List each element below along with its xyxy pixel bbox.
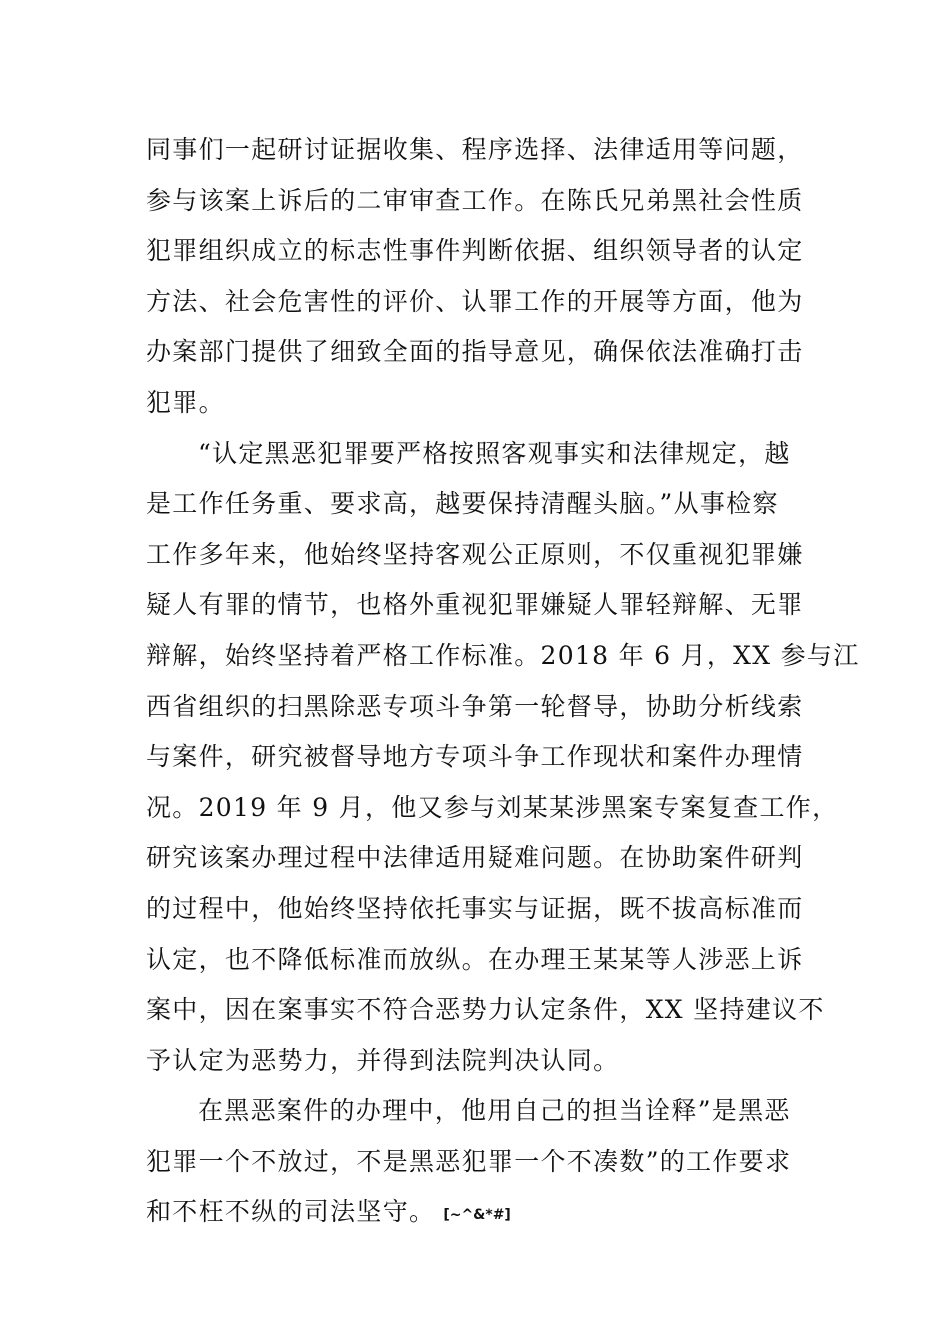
text-line: 工作多年来，他始终坚持客观公正原则，不仅重视犯罪嫌 bbox=[146, 539, 804, 569]
text-line: 况。2019 年 9 月，他又参与刘某某涉黑案专案复查工作， bbox=[146, 792, 839, 822]
paragraph-1 bbox=[146, 125, 804, 429]
text-line: 西省组织的扫黑除恶专项斗争第一轮督导，协助分析线索 bbox=[146, 691, 804, 721]
text-line: 犯罪。 bbox=[146, 387, 225, 417]
text-line: 的过程中，他始终坚持依托事实与证据，既不拔高标准而 bbox=[146, 893, 804, 923]
text-line: “认定黑恶犯罪要严格按照客观事实和法律规定，越 bbox=[198, 438, 791, 468]
text-line: 疑人有罪的情节，也格外重视犯罪嫌疑人罪轻辩解、无罪 bbox=[146, 590, 804, 620]
text-line: 犯罪组织成立的标志性事件判断依据、组织领导者的认定 bbox=[146, 236, 804, 266]
text-line: 犯罪一个不放过，不是黑恶犯罪一个不凑数”的工作要求 bbox=[146, 1146, 792, 1176]
document-body bbox=[146, 125, 860, 1241]
text-line: 办案部门提供了细致全面的指导意见，确保依法准确打击 bbox=[146, 337, 804, 367]
trailing-mark: [~^&*#] bbox=[443, 1207, 511, 1224]
text-line-last bbox=[146, 1187, 786, 1241]
paragraph-3 bbox=[146, 1086, 792, 1241]
text-line: 在黑恶案件的办理中，他用自己的担当诠释”是黑恶 bbox=[198, 1096, 791, 1126]
paragraph-2 bbox=[146, 429, 860, 1087]
text-line: 参与该案上诉后的二审审查工作。在陈氏兄弟黑社会性质 bbox=[146, 185, 804, 215]
text-line: 研究该案办理过程中法律适用疑难问题。在协助案件研判 bbox=[146, 843, 804, 873]
text-line: 同事们一起研讨证据收集、程序选择、法律适用等问题， bbox=[146, 135, 804, 164]
text-line: 是工作任务重、要求高，越要保持清醒头脑。”从事检察 bbox=[146, 489, 779, 519]
text-line: 方法、社会危害性的评价、认罪工作的开展等方面，他为 bbox=[146, 286, 804, 316]
text-line: 认定，也不降低标准而放纵。在办理王某某等人涉恶上诉 bbox=[146, 944, 804, 974]
text-line: 案中，因在案事实不符合恶势力认定条件，XX 坚持建议不 bbox=[146, 995, 825, 1025]
text-line: 辩解，始终坚持着严格工作标准。2018 年 6 月，XX 参与江 bbox=[146, 640, 860, 670]
text-line-content: 和不枉不纵的司法坚守。 bbox=[146, 1197, 436, 1227]
text-line: 予认定为恶势力，并得到法院判决认同。 bbox=[146, 1045, 620, 1075]
text-line: 与案件，研究被督导地方专项斗争工作现状和案件办理情 bbox=[146, 742, 804, 772]
